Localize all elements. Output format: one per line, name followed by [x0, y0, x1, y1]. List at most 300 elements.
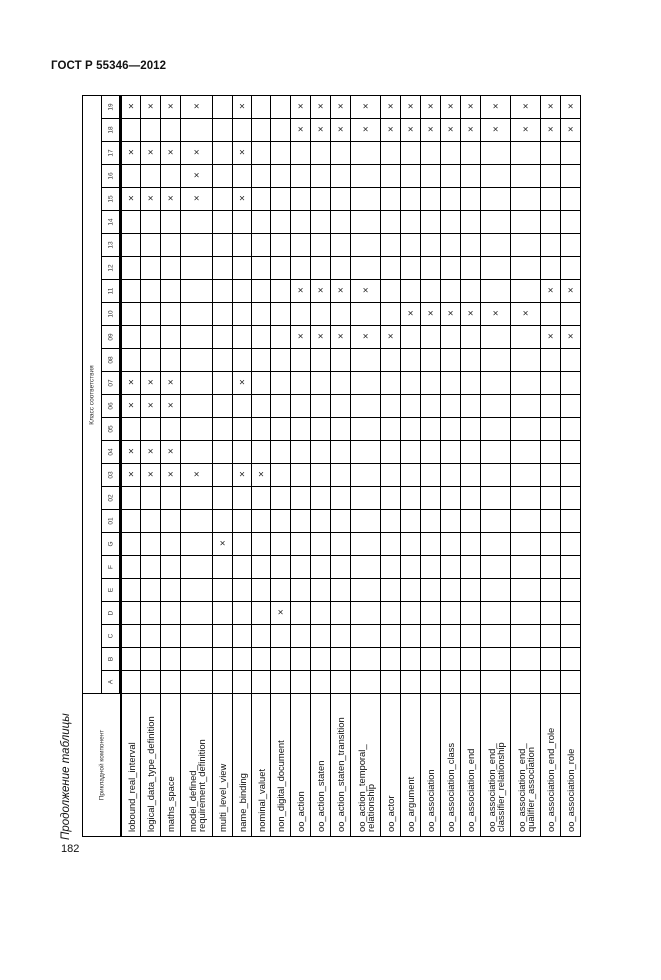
table-cell: [540, 348, 561, 372]
table-cell: [460, 509, 481, 533]
table-cell: [420, 233, 441, 257]
table-cell: [290, 555, 311, 579]
table-cell: [270, 394, 291, 418]
table-cell: [330, 463, 351, 487]
table-cell: [460, 371, 481, 395]
table-cell: [420, 210, 441, 234]
table-cell: [290, 601, 311, 625]
table-cell: [330, 95, 351, 119]
table-cell: [560, 348, 581, 372]
table-cell: [121, 348, 141, 372]
table-cell: [560, 509, 581, 533]
table-cell: [251, 624, 271, 648]
table-cell: [510, 325, 541, 349]
table-cell: [310, 256, 331, 280]
component-name-wrap: [181, 698, 212, 832]
table-cell: [350, 624, 381, 648]
table-cell: [440, 440, 461, 464]
check-mark-icon: ×: [239, 147, 245, 159]
table-cell: [121, 440, 141, 464]
component-name-wrap: [481, 698, 510, 832]
table-cell: [251, 371, 271, 395]
table-cell: [232, 463, 252, 487]
table-cell: [560, 532, 581, 556]
table-cell: [270, 532, 291, 556]
table-cell: [121, 279, 141, 303]
table-cell: [310, 371, 331, 395]
table-cell: [380, 233, 401, 257]
check-mark-icon: ×: [362, 285, 369, 297]
table-cell: [121, 394, 141, 418]
table-cell: [251, 256, 271, 280]
table-cell: [121, 555, 141, 579]
table-cell: [251, 601, 271, 625]
table-cell: [160, 578, 181, 602]
table-cell: [270, 647, 291, 671]
component-name: maths_space: [165, 776, 177, 832]
table-cell: [270, 578, 291, 602]
table-cell: [440, 532, 461, 556]
table-cell: [400, 532, 421, 556]
component-name-wrap: [441, 698, 460, 832]
table-cell: [121, 256, 141, 280]
table-cell: [270, 210, 291, 234]
table-cell: [140, 164, 161, 188]
table-cell: [270, 440, 291, 464]
table-cell: [420, 578, 441, 602]
table-cell: [330, 118, 351, 142]
table-cell: [160, 256, 181, 280]
table-cell: [420, 348, 441, 372]
check-mark-icon: ×: [167, 101, 174, 113]
component-name-wrap: [271, 698, 290, 832]
table-cell: [160, 509, 181, 533]
table-cell: [440, 371, 461, 395]
class-header-D: [101, 601, 120, 625]
table-cell: [232, 210, 252, 234]
table-cell: [290, 417, 311, 441]
table-cell: [400, 463, 421, 487]
table-cell: [440, 601, 461, 625]
table-cell: [180, 233, 213, 257]
table-cell: [400, 210, 421, 234]
table-cell: [290, 302, 311, 326]
table-cell: [121, 601, 141, 625]
check-mark-icon: ×: [362, 331, 369, 343]
class-label: 12: [106, 264, 114, 272]
class-label: 03: [106, 471, 114, 479]
page-number: 182: [61, 843, 80, 855]
table-cell: [380, 440, 401, 464]
class-label: 15: [106, 195, 114, 203]
table-cell: [212, 486, 233, 510]
table-cell: [330, 256, 351, 280]
table-cell: [310, 279, 331, 303]
component-name-cell: [420, 693, 441, 837]
component-name: lobound_real_interval: [125, 742, 137, 832]
table-cell: [270, 555, 291, 579]
table-cell: [420, 486, 441, 510]
table-cell: [330, 440, 351, 464]
check-mark-icon: ×: [219, 538, 226, 550]
table-cell: [460, 164, 481, 188]
table-cell: [232, 486, 252, 510]
table-cell: [140, 371, 161, 395]
table-cell: [380, 141, 401, 165]
table-cell: [121, 578, 141, 602]
table-cell: [540, 440, 561, 464]
table-cell: [540, 279, 561, 303]
class-label: G: [106, 541, 114, 547]
table-cell: [232, 417, 252, 441]
class-header-16: [101, 164, 120, 188]
table-cell: [460, 95, 481, 119]
table-cell: [121, 532, 141, 556]
table-cell: [212, 601, 233, 625]
check-mark-icon: ×: [427, 124, 434, 136]
table-cell: [480, 532, 511, 556]
table-cell: [180, 578, 213, 602]
table-cell: [330, 325, 351, 349]
table-cell: [270, 164, 291, 188]
table-cell: [350, 486, 381, 510]
table-cell: [330, 164, 351, 188]
table-cell: [560, 624, 581, 648]
table-cell: [480, 440, 511, 464]
table-cell: [400, 670, 421, 694]
table-cell: [160, 394, 181, 418]
check-mark-icon: ×: [447, 308, 454, 320]
table-cell: [140, 233, 161, 257]
class-label: 08: [106, 356, 114, 364]
table-cell: [140, 325, 161, 349]
table-cell: [180, 164, 213, 188]
table-cell: [140, 417, 161, 441]
table-cell: [420, 95, 441, 119]
table-cell: [160, 279, 181, 303]
check-mark-icon: ×: [128, 400, 134, 412]
table-cell: [350, 256, 381, 280]
table-cell: [460, 486, 481, 510]
table-cell: [540, 486, 561, 510]
table-cell: [160, 141, 181, 165]
class-header-15: [101, 187, 120, 211]
table-cell: [480, 233, 511, 257]
check-mark-icon: ×: [337, 285, 344, 297]
check-mark-icon: ×: [297, 331, 304, 343]
table-cell: [400, 417, 421, 441]
component-name-wrap: [233, 698, 251, 832]
table-cell: [400, 486, 421, 510]
check-mark-icon: ×: [193, 170, 200, 182]
table-cell: [400, 95, 421, 119]
check-mark-icon: ×: [547, 124, 554, 136]
table-cell: [560, 371, 581, 395]
table-cell: [460, 624, 481, 648]
check-mark-icon: ×: [467, 101, 474, 113]
class-header-12: [101, 256, 120, 280]
table-cell: [540, 95, 561, 119]
table-cell: [350, 233, 381, 257]
table-cell: [380, 624, 401, 648]
table-cell: [540, 141, 561, 165]
table-cell: [540, 555, 561, 579]
table-cell: [400, 601, 421, 625]
class-label: C: [106, 633, 114, 639]
table-cell: [510, 532, 541, 556]
table-cell: [350, 187, 381, 211]
table-cell: [310, 210, 331, 234]
check-mark-icon: ×: [239, 377, 245, 389]
table-cell: [290, 256, 311, 280]
class-header-02: [101, 486, 120, 510]
class-label: 10: [106, 310, 114, 318]
table-cell: [440, 325, 461, 349]
table-cell: [420, 118, 441, 142]
table-cell: [510, 463, 541, 487]
table-cell: [560, 141, 581, 165]
table-cell: [480, 187, 511, 211]
class-group-header-label: Класс соответствия: [88, 364, 96, 425]
component-header-label: Прикладной компонент: [97, 729, 105, 801]
table-cell: [540, 302, 561, 326]
class-label: 17: [106, 149, 114, 157]
table-cell: [560, 95, 581, 119]
table-cell: [232, 118, 252, 142]
check-mark-icon: ×: [167, 147, 174, 159]
check-mark-icon: ×: [277, 607, 284, 619]
table-cell: [510, 141, 541, 165]
table-cell: [140, 210, 161, 234]
table-cell: [560, 256, 581, 280]
table-cell: [400, 164, 421, 188]
table-cell: [290, 394, 311, 418]
table-cell: [232, 348, 252, 372]
check-mark-icon: ×: [193, 469, 200, 481]
table-cell: [380, 532, 401, 556]
component-name: multi_level_view: [217, 763, 229, 832]
table-cell: [460, 578, 481, 602]
table-cell: [160, 325, 181, 349]
table-cell: [270, 118, 291, 142]
table-cell: [540, 118, 561, 142]
table-cell: [180, 440, 213, 464]
table-cell: [212, 394, 233, 418]
table-cell: [460, 325, 481, 349]
table-cell: [251, 578, 271, 602]
table-cell: [212, 118, 233, 142]
table-cell: [310, 187, 331, 211]
class-label: 09: [106, 333, 114, 341]
table-cell: [350, 601, 381, 625]
table-cell: [290, 647, 311, 671]
table-cell: [420, 509, 441, 533]
table-cell: [350, 325, 381, 349]
component-name-wrap: [291, 698, 310, 832]
table-cell: [330, 647, 351, 671]
class-label: 16: [106, 172, 114, 180]
table-cell: [400, 256, 421, 280]
table-cell: [380, 371, 401, 395]
component-name-cell: [560, 693, 581, 837]
component-name-cell: [212, 693, 233, 837]
table-cell: [140, 256, 161, 280]
table-cell: [251, 394, 271, 418]
table-cell: [160, 371, 181, 395]
table-cell: [420, 532, 441, 556]
table-cell: [440, 141, 461, 165]
table-cell: [330, 670, 351, 694]
component-name-wrap: [541, 698, 560, 832]
table-cell: [350, 440, 381, 464]
table-cell: [330, 509, 351, 533]
table-cell: [380, 210, 401, 234]
check-mark-icon: ×: [128, 377, 134, 389]
table-cell: [460, 210, 481, 234]
table-cell: [160, 440, 181, 464]
table-cell: [460, 670, 481, 694]
check-mark-icon: ×: [427, 308, 434, 320]
table-cell: [440, 279, 461, 303]
table-cell: [121, 417, 141, 441]
check-mark-icon: ×: [387, 331, 394, 343]
table-cell: [251, 325, 271, 349]
component-name: logical_data_type_definition: [145, 716, 157, 832]
table-cell: [540, 647, 561, 671]
table-cell: [540, 578, 561, 602]
component-name-cell: [400, 693, 421, 837]
table-cell: [560, 463, 581, 487]
check-mark-icon: ×: [193, 147, 200, 159]
table-cell: [400, 371, 421, 395]
table-cell: [290, 233, 311, 257]
table-cell: [160, 95, 181, 119]
table-cell: [251, 164, 271, 188]
component-name-cell: [380, 693, 401, 837]
class-header-03: [101, 463, 120, 487]
class-header-10: [101, 302, 120, 326]
table-cell: [400, 279, 421, 303]
check-mark-icon: ×: [147, 377, 154, 389]
component-name-wrap: [461, 698, 480, 832]
table-cell: [251, 647, 271, 671]
check-mark-icon: ×: [147, 469, 154, 481]
table-cell: [560, 302, 581, 326]
table-cell: [380, 302, 401, 326]
table-cell: [330, 233, 351, 257]
table-cell: [160, 164, 181, 188]
class-header-01: [101, 509, 120, 533]
class-header-11: [101, 279, 120, 303]
table-cell: [310, 394, 331, 418]
table-cell: [232, 95, 252, 119]
table-cell: [232, 164, 252, 188]
table-cell: [440, 417, 461, 441]
table-cell: [540, 463, 561, 487]
table-cell: [140, 555, 161, 579]
table-cell: [420, 279, 441, 303]
table-cell: [400, 141, 421, 165]
table-cell: [251, 233, 271, 257]
table-cell: [480, 348, 511, 372]
table-cell: [350, 647, 381, 671]
class-label: 18: [106, 126, 114, 134]
table-cell: [440, 187, 461, 211]
table-cell: [350, 670, 381, 694]
table-cell: [440, 118, 461, 142]
table-cell: [160, 647, 181, 671]
check-mark-icon: ×: [239, 101, 245, 113]
table-cell: [540, 417, 561, 441]
table-cell: [540, 233, 561, 257]
table-cell: [510, 578, 541, 602]
class-header-18: [101, 118, 120, 142]
table-cell: [560, 210, 581, 234]
table-cell: [251, 509, 271, 533]
table-cell: [160, 601, 181, 625]
table-cell: [290, 348, 311, 372]
table-cell: [540, 371, 561, 395]
table-cell: [290, 164, 311, 188]
table-cell: [121, 463, 141, 487]
table-cell: [480, 118, 511, 142]
table-cell: [121, 233, 141, 257]
table-cell: [440, 164, 461, 188]
check-mark-icon: ×: [387, 101, 394, 113]
table-cell: [400, 647, 421, 671]
table-cell: [270, 463, 291, 487]
table-cell: [420, 325, 441, 349]
table-cell: [480, 417, 511, 441]
table-cell: [180, 210, 213, 234]
table-cell: [180, 509, 213, 533]
check-mark-icon: ×: [239, 193, 245, 205]
table-cell: [480, 555, 511, 579]
table-cell: [212, 509, 233, 533]
table-cell: [232, 141, 252, 165]
table-cell: [212, 233, 233, 257]
table-cell: [180, 601, 213, 625]
table-cell: [460, 394, 481, 418]
table-cell: [420, 302, 441, 326]
component-name-wrap: [311, 698, 330, 832]
table-cell: [160, 532, 181, 556]
table-cell: [232, 440, 252, 464]
table-cell: [310, 601, 331, 625]
table-cell: [232, 187, 252, 211]
table-cell: [330, 486, 351, 510]
component-name-cell: [160, 693, 181, 837]
table-cell: [510, 256, 541, 280]
table-cell: [140, 348, 161, 372]
table-cell: [460, 555, 481, 579]
table-cell: [440, 670, 461, 694]
component-name-cell: [140, 693, 161, 837]
table-cell: [330, 394, 351, 418]
table-cell: [212, 555, 233, 579]
table-cell: [380, 417, 401, 441]
table-cell: [400, 302, 421, 326]
class-label: 05: [106, 425, 114, 433]
table-cell: [480, 578, 511, 602]
table-cell: [310, 95, 331, 119]
check-mark-icon: ×: [407, 124, 414, 136]
table-cell: [180, 256, 213, 280]
table-cell: [310, 578, 331, 602]
table-cell: [540, 187, 561, 211]
check-mark-icon: ×: [467, 308, 474, 320]
table-cell: [380, 486, 401, 510]
